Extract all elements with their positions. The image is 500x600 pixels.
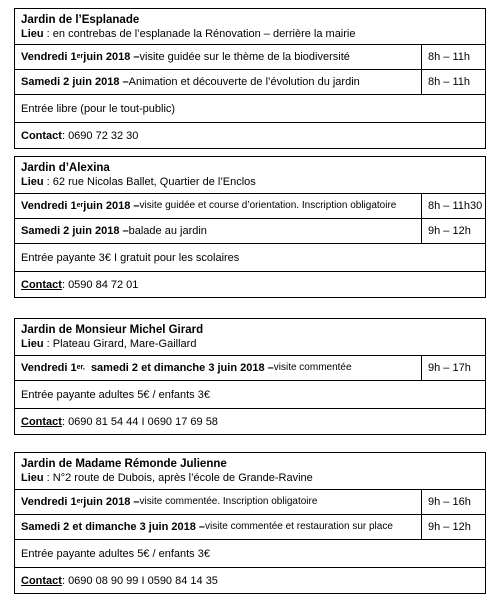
event-row: Samedi 2 juin 2018 – balade au jardin 9h – 12h (15, 218, 485, 243)
card-header (15, 157, 485, 193)
entry-row: Entrée payante adultes 5€ / enfants 3€ (15, 539, 485, 567)
event-time: 9h – 12h (421, 219, 485, 243)
event-time: 8h – 11h (421, 70, 485, 94)
event-row: Vendredi 1 er juin 2018 – visite guidée et course d’orientation. Inscription obligatoire 8h – 11h30 (15, 193, 485, 218)
entry-row: Entrée payante adultes 5€ / enfants 3€ (15, 380, 485, 408)
card-title: Jardin de Monsieur Michel Girard (21, 324, 204, 336)
event-time: 9h – 12h (421, 515, 485, 539)
entry-row: Entrée payante 3€ I gratuit pour les scolaires (15, 243, 485, 271)
event-time: 9h – 16h (421, 490, 485, 514)
contact-row: Contact : 0690 72 32 30 (15, 122, 485, 148)
garden-card-alexina (14, 156, 486, 298)
card-location: Lieu : 62 rue Nicolas Ballet, Quartier de l’Enclos (21, 176, 256, 188)
card-title: Jardin de l’Esplanade (21, 13, 140, 26)
contact-row: Contact : 0690 08 90 99 I 0590 84 14 35 (15, 567, 485, 593)
event-row: Vendredi 1 er juin 2018 – visite commentée. Inscription obligatoire 9h – 16h (15, 489, 485, 514)
card-title: Jardin de Madame Rémonde Julienne (21, 458, 227, 470)
contact-row: Contact : 0690 81 54 44 I 0690 17 69 58 (15, 408, 485, 434)
event-row: Vendredi 1 er, samedi 2 et dimanche 3 juin 2018 – visite commentée 9h – 17h (15, 355, 485, 380)
card-title: Jardin d’Alexina (21, 162, 110, 174)
garden-card-girard (14, 318, 486, 435)
card-location: Lieu : Plateau Girard, Mare-Gaillard (21, 338, 197, 350)
card-header (15, 9, 485, 44)
card-location: Lieu : en contrebas de l’esplanade la Rénovation – derrière la mairie (21, 27, 356, 40)
card-location: Lieu : N°2 route de Dubois, après l’école de Grande-Ravine (21, 472, 313, 484)
card-header (15, 453, 485, 489)
entry-row: Entrée libre (pour le tout-public) (15, 94, 485, 122)
event-row: Samedi 2 juin 2018 – Animation et découverte de l’évolution du jardin 8h – 11h (15, 69, 485, 94)
event-time: 8h – 11h (421, 45, 485, 69)
garden-card-esplanade (14, 8, 486, 149)
event-time: 9h – 17h (421, 356, 485, 380)
event-row: Samedi 2 et dimanche 3 juin 2018 – visite commentée et restauration sur place 9h – 12h (15, 514, 485, 539)
garden-card-julienne (14, 452, 486, 594)
contact-row: Contact : 0590 84 72 01 (15, 271, 485, 297)
event-row: Vendredi 1 er juin 2018 – visite guidée sur le thème de la biodiversité 8h – 11h (15, 44, 485, 69)
card-header (15, 319, 485, 355)
event-time: 8h – 11h30 (421, 194, 485, 218)
